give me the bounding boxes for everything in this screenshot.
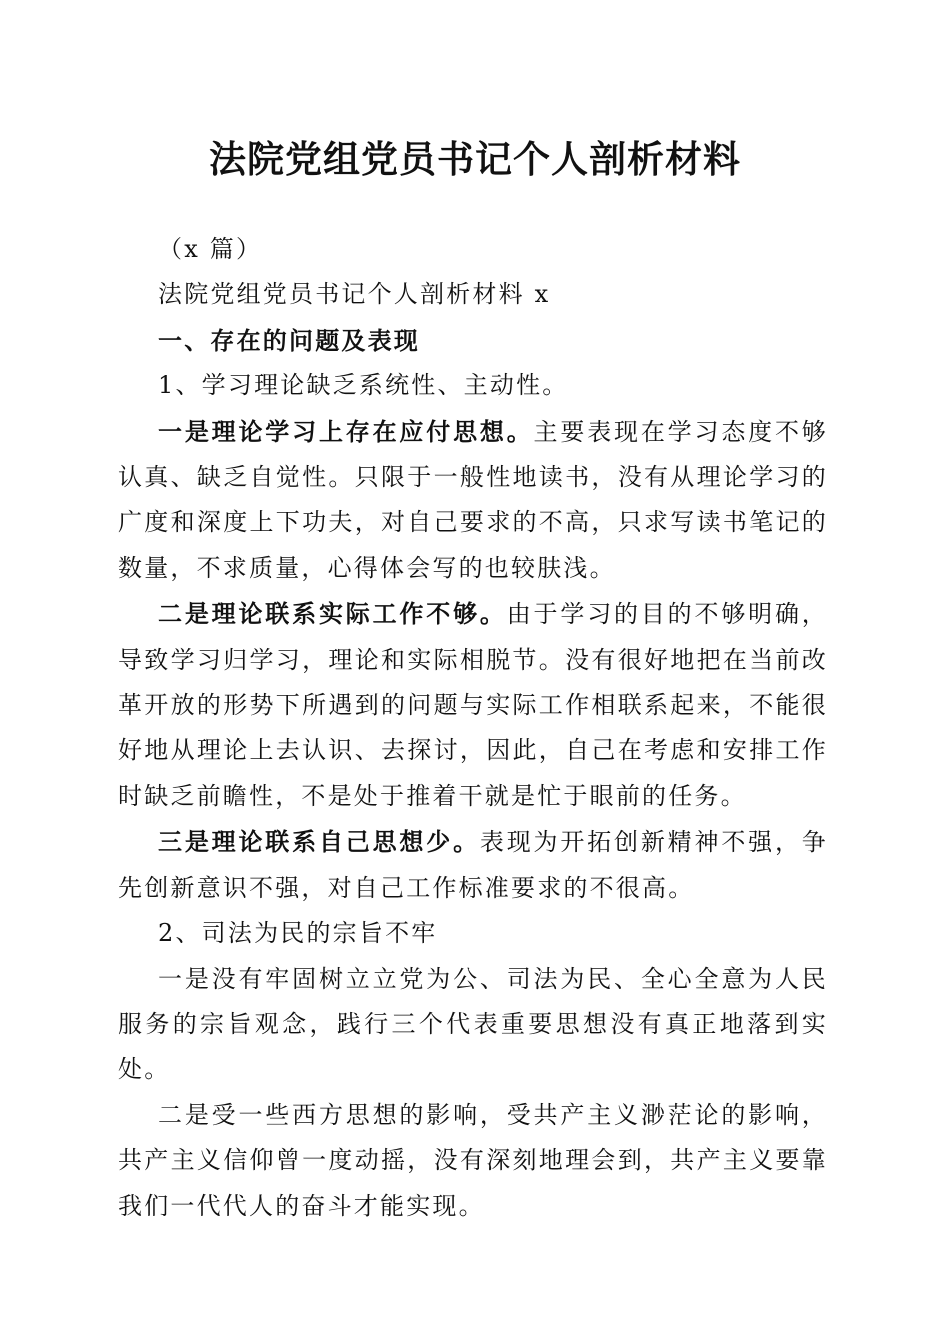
paragraph-lead: 二是理论联系实际工作不够。: [158, 599, 507, 629]
paragraph: 一是没有牢固树立立党为公、司法为民、全心全意为人民服务的宗旨观念，践行三个代表重要思想没有真正地落到实处。: [118, 964, 828, 1084]
paragraph: [118, 409, 828, 592]
paragraph: [118, 819, 828, 911]
paragraph: [118, 591, 828, 819]
item-heading: 1、学习理论缺乏系统性、主动性。: [158, 371, 569, 400]
doc-name: 法院党组党员书记个人剖析材料 x: [158, 280, 551, 309]
paragraph: 二是受一些西方思想的影响，受共产主义渺茫论的影响，共产主义信仰曾一度动摇，没有深刻地理会到，共产主义要靠我们一代代人的奋斗才能实现。: [118, 1100, 828, 1220]
paragraph-lead: 三是理论联系自己思想少。: [158, 827, 480, 857]
document-title: 法院党组党员书记个人剖析材料: [209, 137, 741, 181]
paragraph-lead: 一是理论学习上存在应付思想。: [158, 416, 534, 446]
document-body: [118, 227, 828, 1229]
paragraph-text: 主要表现在学习态度不够认真、缺乏自觉性。只限于一般性地读书，没有从理论学习的广度和深度上下功夫，对自己要求的不高，只求写读书笔记的数量，不求质量，心得体会写的也较肤浅。: [118, 417, 828, 582]
paragraph-text: 表现为开拓创新精神不强，争先创新意识不强，对自己工作标准要求的不很高。: [118, 828, 828, 902]
item-heading: 2、司法为民的宗旨不牢: [158, 919, 438, 948]
subtitle: （x 篇）: [158, 235, 263, 263]
paragraph-text: 由于学习的目的不够明确，导致学习归学习，理论和实际相脱节。没有很好地把在当前改革开放的形势下所遇到的问题与实际工作相联系起来，不能很好地从理论上去认识、去探讨，因此，自己在考虑和安排工作时缺乏前瞻性，不是处于推着干就是忙于眼前的任务。: [118, 600, 828, 810]
section-heading: 一、存在的问题及表现: [158, 325, 420, 355]
